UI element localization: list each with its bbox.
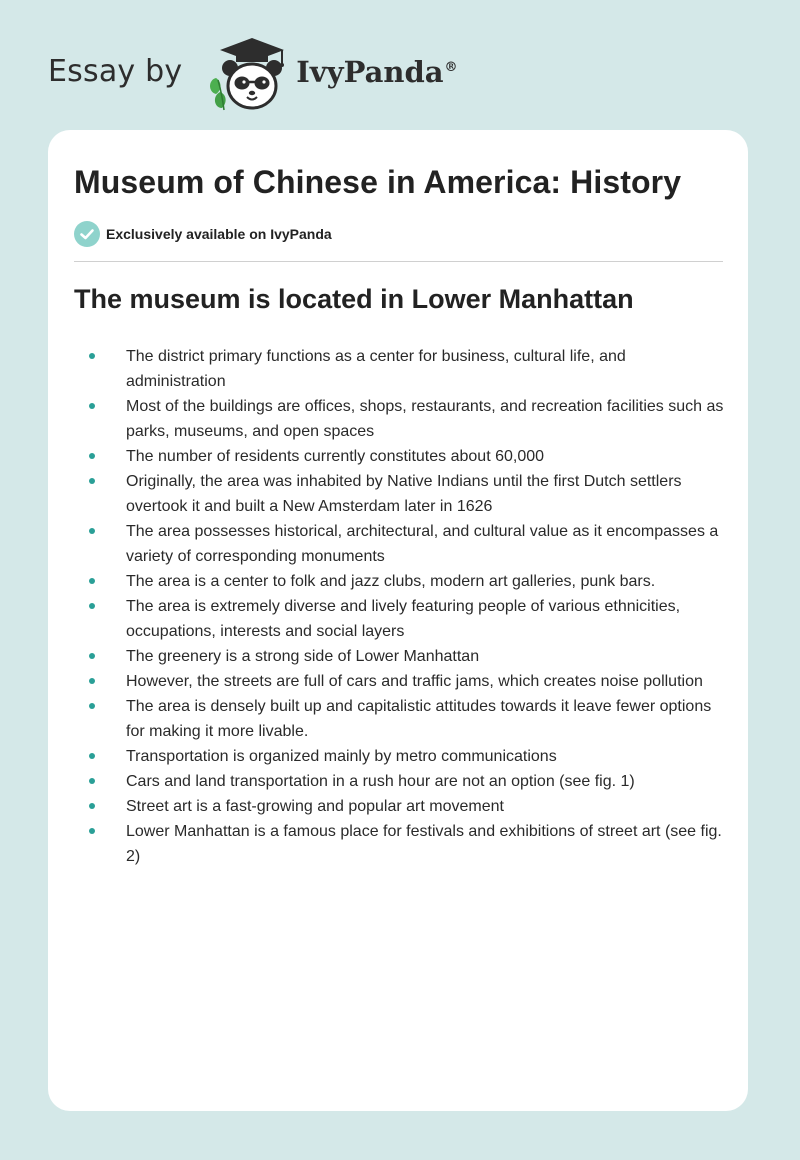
bullet-dot (89, 703, 95, 709)
list-item: Most of the buildings are offices, shops, restaurants, and recreation facilities such as parks, museums, and open spaces (126, 394, 726, 444)
bullet-dot (89, 753, 95, 759)
bullet-dot (89, 578, 95, 584)
bullet-dot (89, 353, 95, 359)
list-item: Lower Manhattan is a famous place for festivals and exhibitions of street art (see fig. 2) (126, 819, 726, 869)
list-item: The area is densely built up and capitalistic attitudes towards it leave fewer options for making it more livable. (126, 694, 726, 744)
check-icon (74, 221, 100, 247)
section-heading: The museum is located in Lower Manhattan (74, 284, 634, 314)
bullet-dot (89, 828, 95, 834)
bullet-dot (89, 653, 95, 659)
list-item: However, the streets are full of cars and traffic jams, which creates noise pollution (126, 669, 726, 694)
brand-name: IvyPanda® (296, 55, 458, 89)
bullet-dot (89, 603, 95, 609)
bullet-dot (89, 778, 95, 784)
exclusive-label: Exclusively available on IvyPanda (106, 226, 332, 242)
list-item: Cars and land transportation in a rush hour are not an option (see fig. 1) (126, 769, 726, 794)
exclusive-badge (74, 221, 332, 247)
list-item: The area is extremely diverse and lively featuring people of various ethnicities, occupations, interests and social layers (126, 594, 726, 644)
list-item: The district primary functions as a center for business, cultural life, and administration (126, 344, 726, 394)
list-item: The area possesses historical, architectural, and cultural value as it encompasses a variety of corresponding monuments (126, 519, 726, 569)
list-item: The greenery is a strong side of Lower Manhattan (126, 644, 726, 669)
brand-prefix: Essay by (48, 53, 183, 89)
registered-mark: ® (444, 60, 458, 76)
page-title: Museum of Chinese in America: History (74, 164, 682, 200)
bullet-dot (89, 403, 95, 409)
panda-graduate-icon (202, 34, 288, 114)
bullet-dot (89, 803, 95, 809)
list-item: Street art is a fast-growing and popular art movement (126, 794, 726, 819)
list-item: Originally, the area was inhabited by Native Indians until the first Dutch settlers overtook it and built a New Amsterdam later in 1626 (126, 469, 726, 519)
list-item: The number of residents currently constitutes about 60,000 (126, 444, 726, 469)
list-item: Transportation is organized mainly by metro communications (126, 744, 726, 769)
bullet-dot (89, 528, 95, 534)
brand-header (48, 34, 458, 114)
bullet-dot (89, 453, 95, 459)
bullet-dot (89, 678, 95, 684)
bullet-list (126, 344, 726, 869)
essay-card (48, 130, 748, 1111)
list-item: The area is a center to folk and jazz clubs, modern art galleries, punk bars. (126, 569, 726, 594)
divider (74, 261, 723, 262)
bullet-dot (89, 478, 95, 484)
